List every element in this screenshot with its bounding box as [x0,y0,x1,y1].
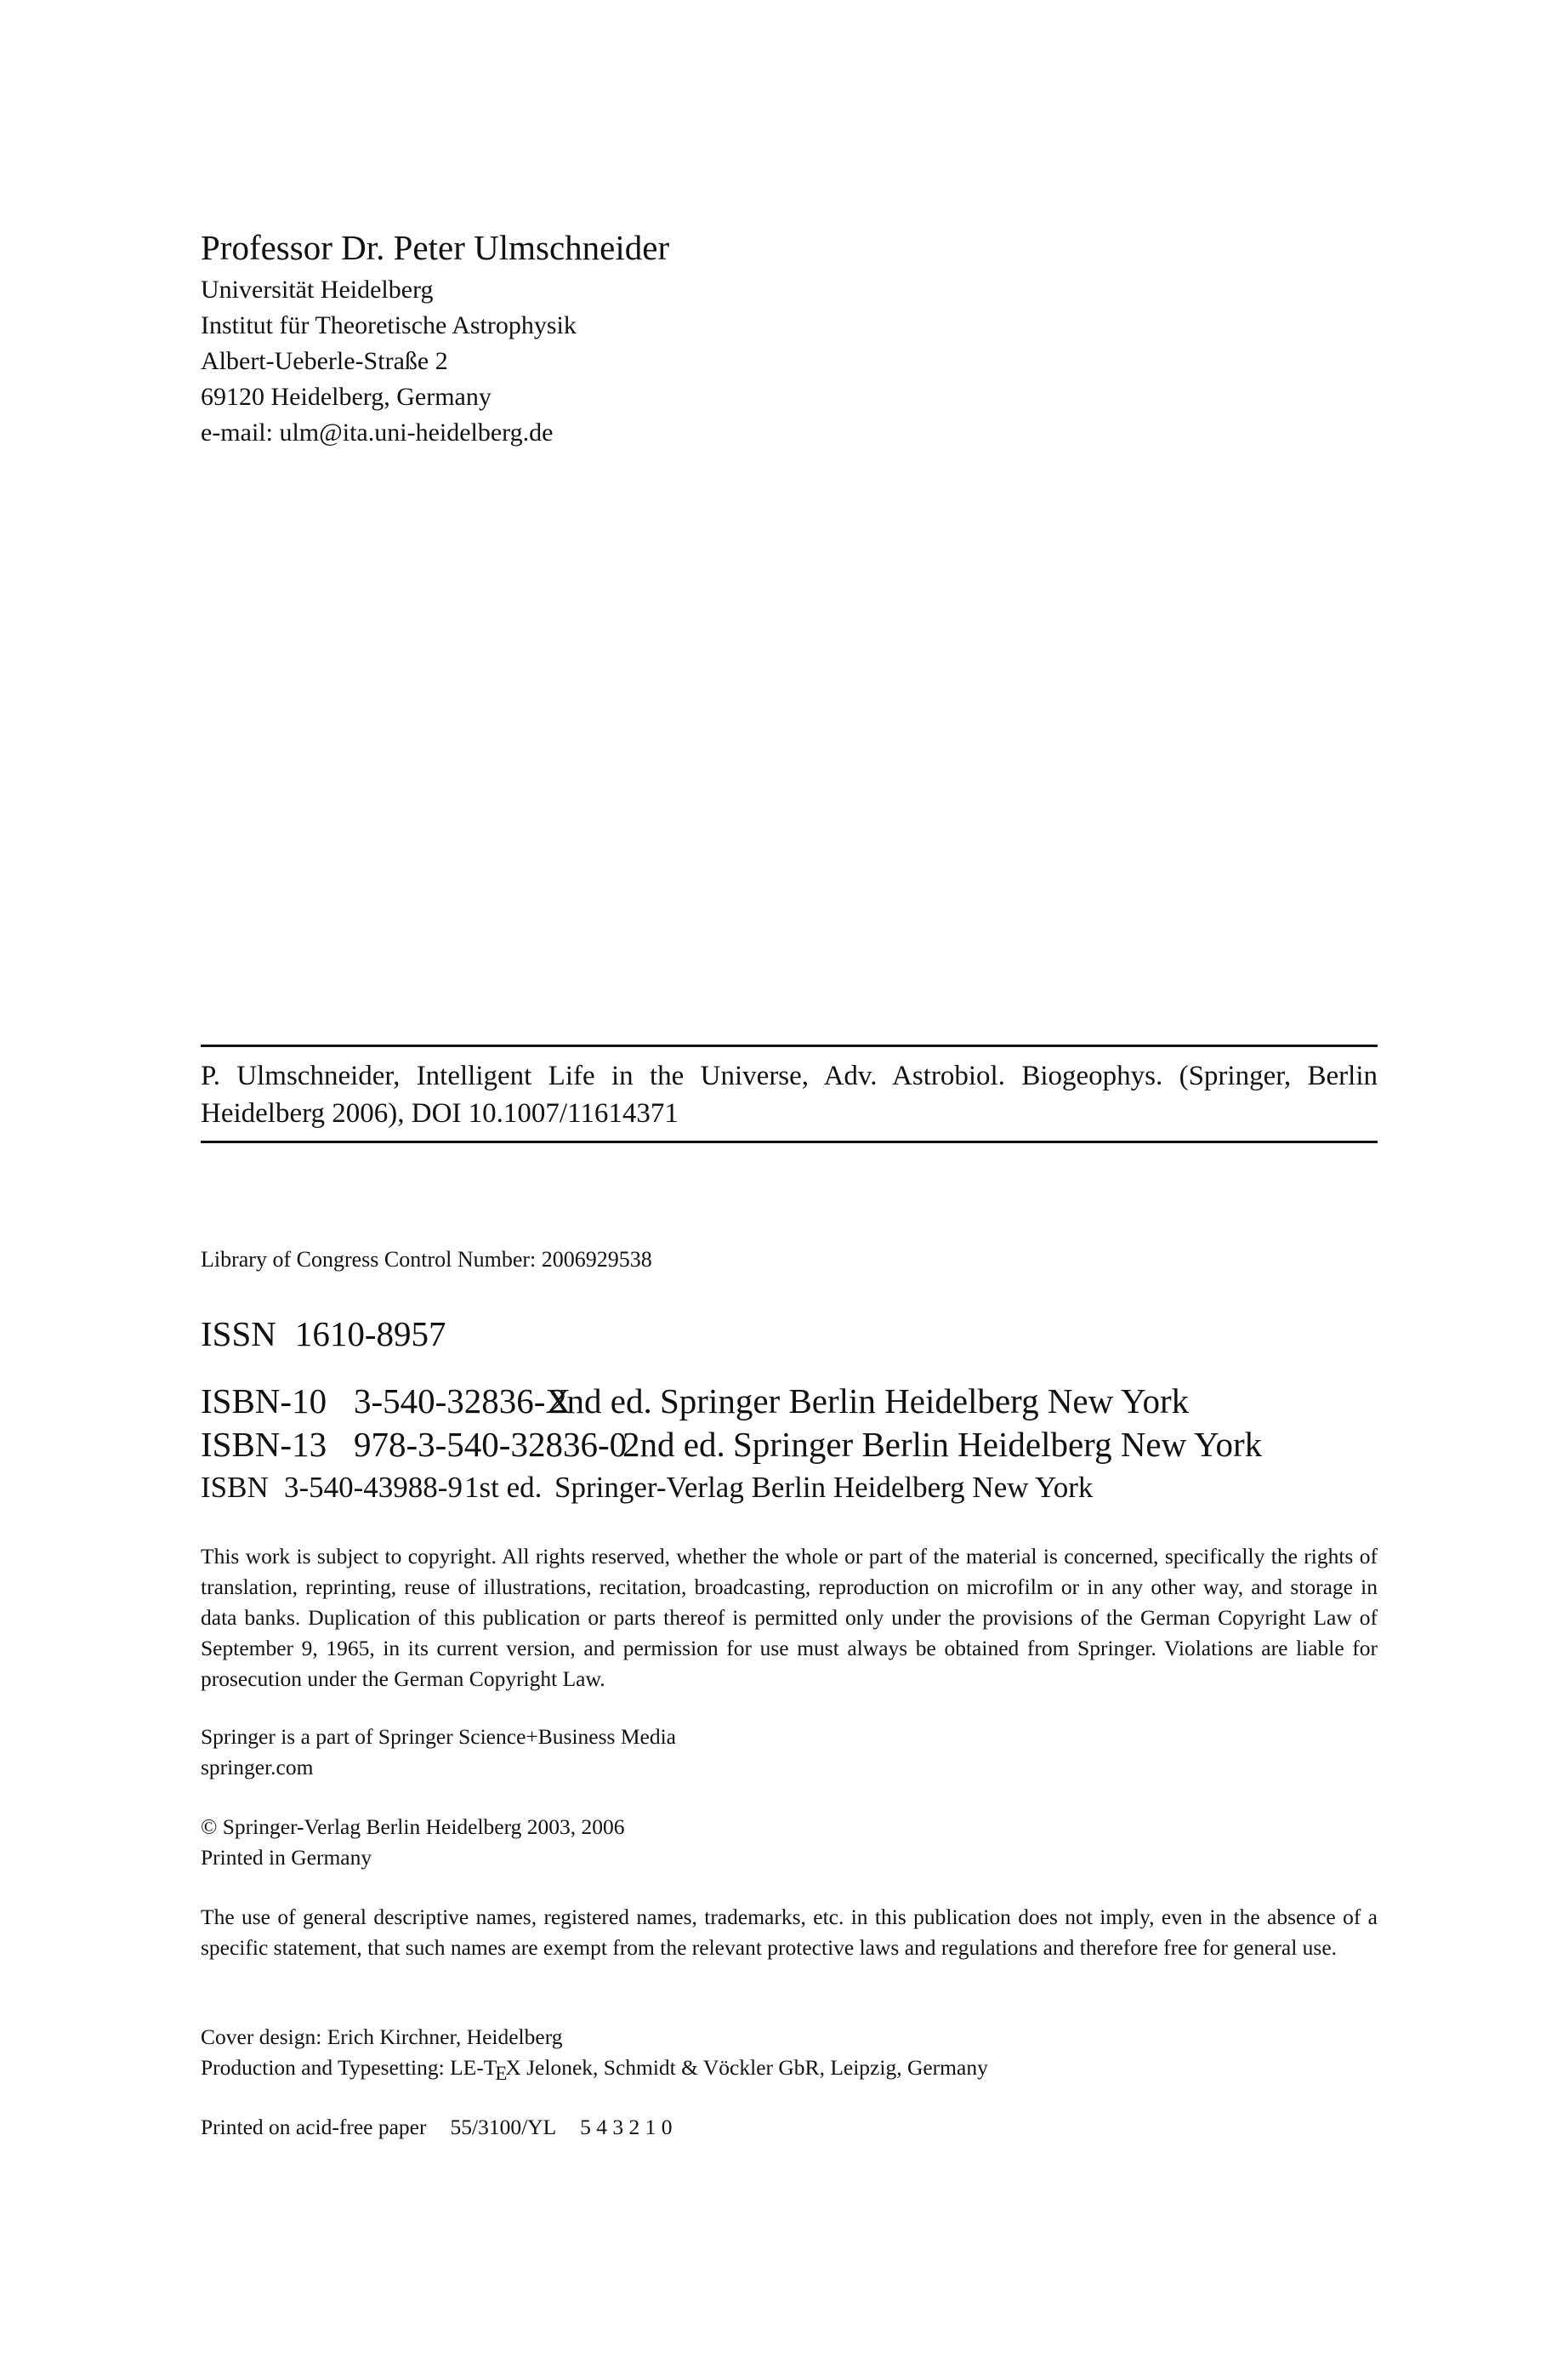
isbn-number: 3-540-32836-X [354,1381,571,1421]
springer-website: springer.com [201,1755,314,1779]
print-run: 5 4 3 2 1 0 [580,2115,673,2139]
issn-line [201,1312,446,1355]
issn-label: ISSN [201,1314,276,1353]
citation-box [201,1045,1378,1143]
copyright-line: © Springer-Verlag Berlin Heidelberg 2003, 2006 [201,1814,625,1839]
issn-number: 1610-8957 [294,1314,446,1353]
author-name: Professor Dr. Peter Ulmschneider [201,228,670,267]
isbn-label: ISBN-13 [201,1425,327,1464]
isbn-edition: 2nd ed. [622,1425,725,1464]
credits [201,2022,988,2084]
isbn-edition: 2nd ed. [549,1381,652,1421]
production-prefix: Production and Typesetting: LE-T [201,2055,497,2080]
library-of-congress-number: Library of Congress Control Number: 2006929538 [201,1247,652,1272]
copyright-paragraph: This work is subject to copyright. All rights reserved, whether the whole or part of the material is concerned, specifically the rights of translation, reprinting, reuse of illustrations, recitation, broadcasting, reproduction on microfilm or in any other way, and storage in data banks. Duplication of this publication or parts thereof is permitted only under the provisions of the German Copyright Law of September 9, 1965, in its current version, and permission for use must always be obtained from Springer. Violations are liable for prosecution under the German Copyright Law. [201,1544,1378,1691]
print-code: 55/3100/YL [450,2115,557,2139]
address-city: 69120 Heidelberg, Germany [201,383,492,411]
citation-text: P. Ulmschneider, Intelligent Life in the Universe, Adv. Astrobiol. Biogeophys. (Springer, Berlin Heidelberg 2006), DOI 10.1007/11614371 [201,1061,1378,1129]
isbn-row-first-edition [201,1466,1262,1509]
paper-statement: Printed on acid-free paper [201,2115,427,2139]
printed-in-line: Printed in Germany [201,1845,372,1870]
isbn-publisher: Springer-Verlag Berlin Heidelberg New York [554,1471,1094,1504]
tex-e-glyph: E [495,2063,508,2084]
address-street: Albert-Ueberle-Straße 2 [201,347,448,375]
cover-design-credit: Cover design: Erich Kirchner, Heidelberg [201,2024,563,2049]
trademark-paragraph: The use of general descriptive names, registered names, trademarks, etc. in this publication does not imply, even in the absence of a specific statement, that such names are exempt from the relevant protective laws and regulations and therefore free for general use. [201,1905,1378,1960]
author-block [201,226,1391,451]
isbn-row-13 [201,1423,1262,1466]
address-email: e-mail: ulm@ita.uni-heidelberg.de [201,418,554,447]
springer-info [201,1722,676,1783]
springer-media-line: Springer is a part of Springer Science+Business Media [201,1724,676,1749]
isbn-publisher: Springer Berlin Heidelberg New York [660,1381,1190,1421]
production-suffix: X Jelonek, Schmidt & Vöckler GbR, Leipzig, Germany [505,2055,988,2080]
citation-bottom-rule [201,1141,1378,1143]
production-credit [201,2053,988,2084]
isbn-edition: 1st ed. [464,1471,543,1504]
address-institute: Institut für Theoretische Astrophysik [201,311,577,339]
isbn-number: 978-3-540-32836-0 [354,1425,628,1464]
copyright-notice [201,1812,625,1873]
address-university: Universität Heidelberg [201,276,434,304]
isbn-label: ISBN [201,1471,269,1504]
isbn-number: 3-540-43988-9 [284,1471,463,1504]
isbn-row-10 [201,1380,1262,1423]
isbn-publisher: Springer Berlin Heidelberg New York [733,1425,1263,1464]
printed-on-line [201,2112,673,2143]
isbn-label: ISBN-10 [201,1381,327,1421]
isbn-block [201,1380,1262,1509]
